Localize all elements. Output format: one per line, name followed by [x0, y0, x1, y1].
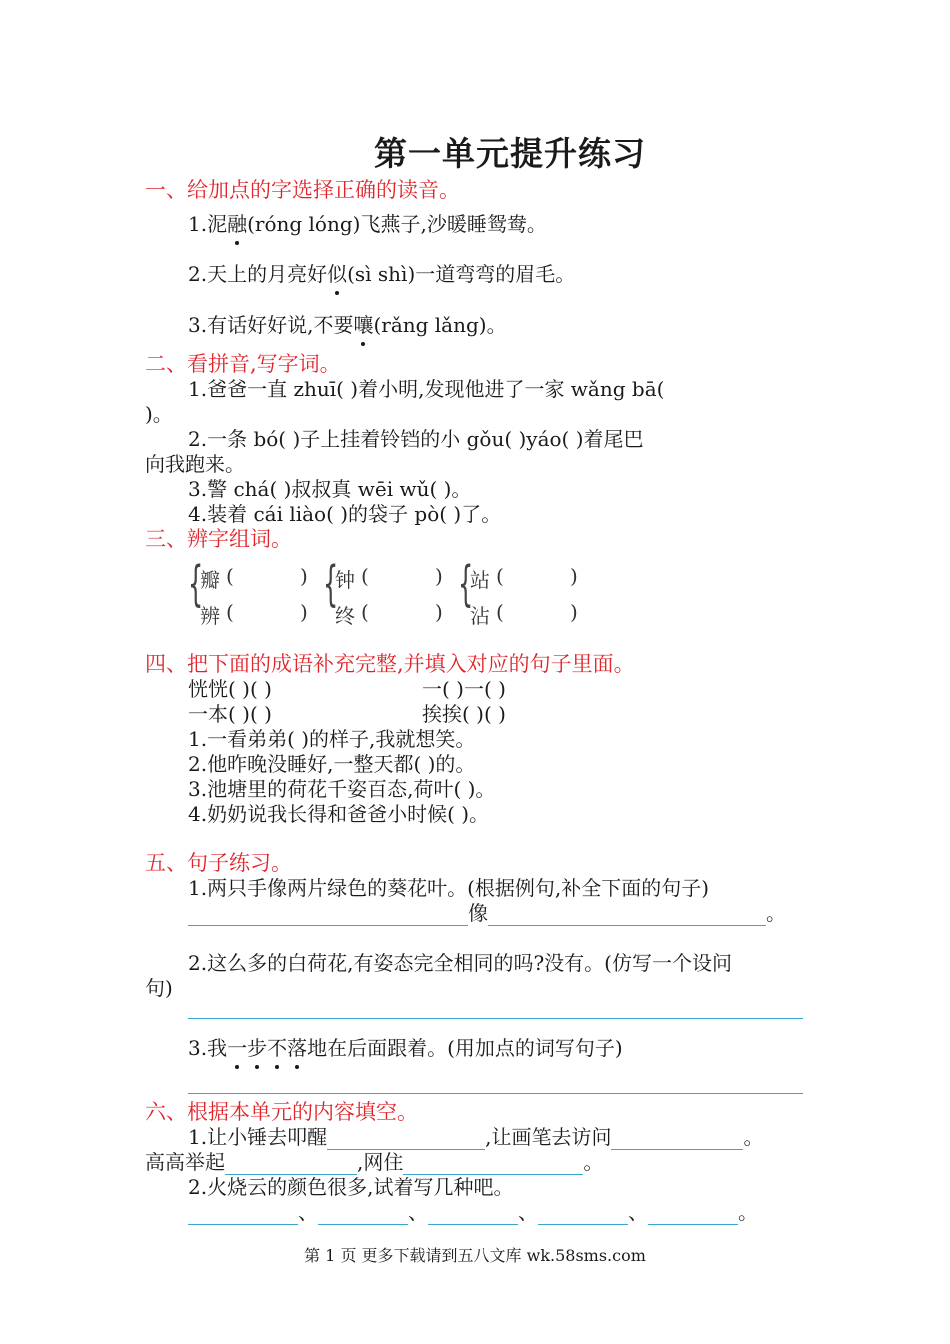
char-bottom: 辨	[200, 604, 220, 628]
section-2-heading: 二、看拼音,写字词。	[145, 352, 341, 376]
s6-question-1-cont: 高高举起 ,网住 。	[145, 1150, 604, 1174]
paren-open: (	[496, 600, 504, 624]
paren-open: (	[226, 564, 234, 588]
section-5-heading: 五、句子练习。	[145, 851, 292, 875]
paren-close: )	[570, 564, 578, 588]
paren-open: (	[361, 600, 369, 624]
answer-blank[interactable]	[488, 903, 766, 926]
s2-question-1-cont: )。	[145, 402, 173, 426]
s6-answer-2: 、 、 、 、 。	[188, 1196, 758, 1225]
idiom-4: 挨挨( )( )	[422, 702, 506, 726]
answer-blank[interactable]	[611, 1127, 743, 1150]
s2-question-3: 3.警 chá( )叔叔真 wēi wǔ( )。	[188, 477, 472, 501]
idiom-1: 恍恍( )( )	[188, 677, 272, 701]
s4-question-2: 2.他昨晚没睡好,一整天都( )的。	[188, 752, 476, 776]
char-bottom: 沾	[470, 604, 490, 628]
answer-line[interactable]	[188, 1093, 803, 1094]
s6-question-1: 1.让小锤去叩醒 ,让画笔去访问 。	[188, 1125, 764, 1149]
char-top: 站	[470, 568, 490, 592]
paren-close: )	[300, 600, 308, 624]
answer-blank[interactable]	[428, 1202, 518, 1225]
s4-question-4: 4.奶奶说我长得和爸爸小时候( )。	[188, 802, 490, 826]
paren-close: )	[435, 564, 443, 588]
emphasis-dot-char: 不	[267, 1032, 287, 1061]
brace-icon: {	[323, 556, 339, 612]
answer-blank[interactable]	[538, 1202, 628, 1225]
emphasis-dot-char: 步	[247, 1032, 267, 1061]
s6-question-2: 2.火烧云的颜色很多,试着写几种吧。	[188, 1175, 514, 1199]
emphasis-dot-char: 一	[227, 1032, 247, 1061]
section-4-heading: 四、把下面的成语补充完整,并填入对应的句子里面。	[145, 652, 635, 676]
paren-open: (	[361, 564, 369, 588]
s2-question-2-cont: 向我跑来。	[145, 452, 245, 476]
section-1-heading: 一、给加点的字选择正确的读音。	[145, 178, 460, 202]
answer-blank[interactable]	[188, 1202, 298, 1225]
emphasis-dot-char: 似	[327, 258, 347, 287]
idiom-3: 一本( )( )	[188, 702, 272, 726]
paren-close: )	[300, 564, 308, 588]
answer-blank[interactable]	[648, 1202, 738, 1225]
paren-open: (	[226, 600, 234, 624]
char-top: 钟	[335, 568, 355, 592]
s5-question-1: 1.两只手像两片绿色的葵花叶。(根据例句,补全下面的句子)	[188, 876, 710, 900]
s4-question-1: 1.一看弟弟( )的样子,我就想笑。	[188, 727, 476, 751]
answer-blank[interactable]	[188, 903, 468, 926]
emphasis-dot-char: 融	[227, 208, 247, 237]
page-footer: 第 1 页 更多下载请到五八文库 wk.58sms.com	[304, 1246, 646, 1265]
answer-blank[interactable]	[318, 1202, 408, 1225]
brace-icon: {	[188, 556, 204, 612]
page-title: 第一单元提升练习	[374, 134, 646, 173]
emphasis-dot-char: 落	[287, 1032, 307, 1061]
s1-question-2: 2.天上的月亮好似(sì shì)一道弯弯的眉毛。	[188, 258, 575, 287]
s1-question-1: 1.泥融(róng lóng)飞燕子,沙暖睡鸳鸯。	[188, 208, 547, 237]
s5-answer-1: 像 。	[188, 897, 786, 926]
s2-question-1: 1.爸爸一直 zhuī( )着小明,发现他进了一家 wǎng bā(	[188, 377, 665, 401]
brace-icon: {	[458, 556, 474, 612]
paren-close: )	[435, 600, 443, 624]
s4-question-3: 3.池塘里的荷花千姿百态,荷叶( )。	[188, 777, 496, 801]
s5-question-2: 2.这么多的白荷花,有姿态完全相同的吗?没有。(仿写一个设问	[188, 951, 732, 975]
s2-question-2: 2.一条 bó( )子上挂着铃铛的小 gǒu( )yáo( )着尾巴	[188, 427, 644, 451]
s5-question-2-cont: 句)	[145, 976, 173, 1000]
section-6-heading: 六、根据本单元的内容填空。	[145, 1100, 418, 1124]
char-top: 瓣	[200, 568, 220, 592]
paren-close: )	[570, 600, 578, 624]
paren-open: (	[496, 564, 504, 588]
char-bottom: 终	[335, 604, 355, 628]
s2-question-4: 4.装着 cái liào( )的袋子 pò( )了。	[188, 502, 502, 526]
section-3-heading: 三、辨字组词。	[145, 527, 292, 551]
answer-line[interactable]	[188, 1018, 803, 1019]
s5-question-3: 3.我一步不落地在后面跟着。(用加点的词写句子)	[188, 1032, 623, 1061]
s1-question-3: 3.有话好好说,不要嚷(rǎng lǎng)。	[188, 309, 507, 338]
emphasis-dot-char: 嚷	[353, 309, 373, 338]
idiom-2: 一( )一( )	[422, 677, 506, 701]
